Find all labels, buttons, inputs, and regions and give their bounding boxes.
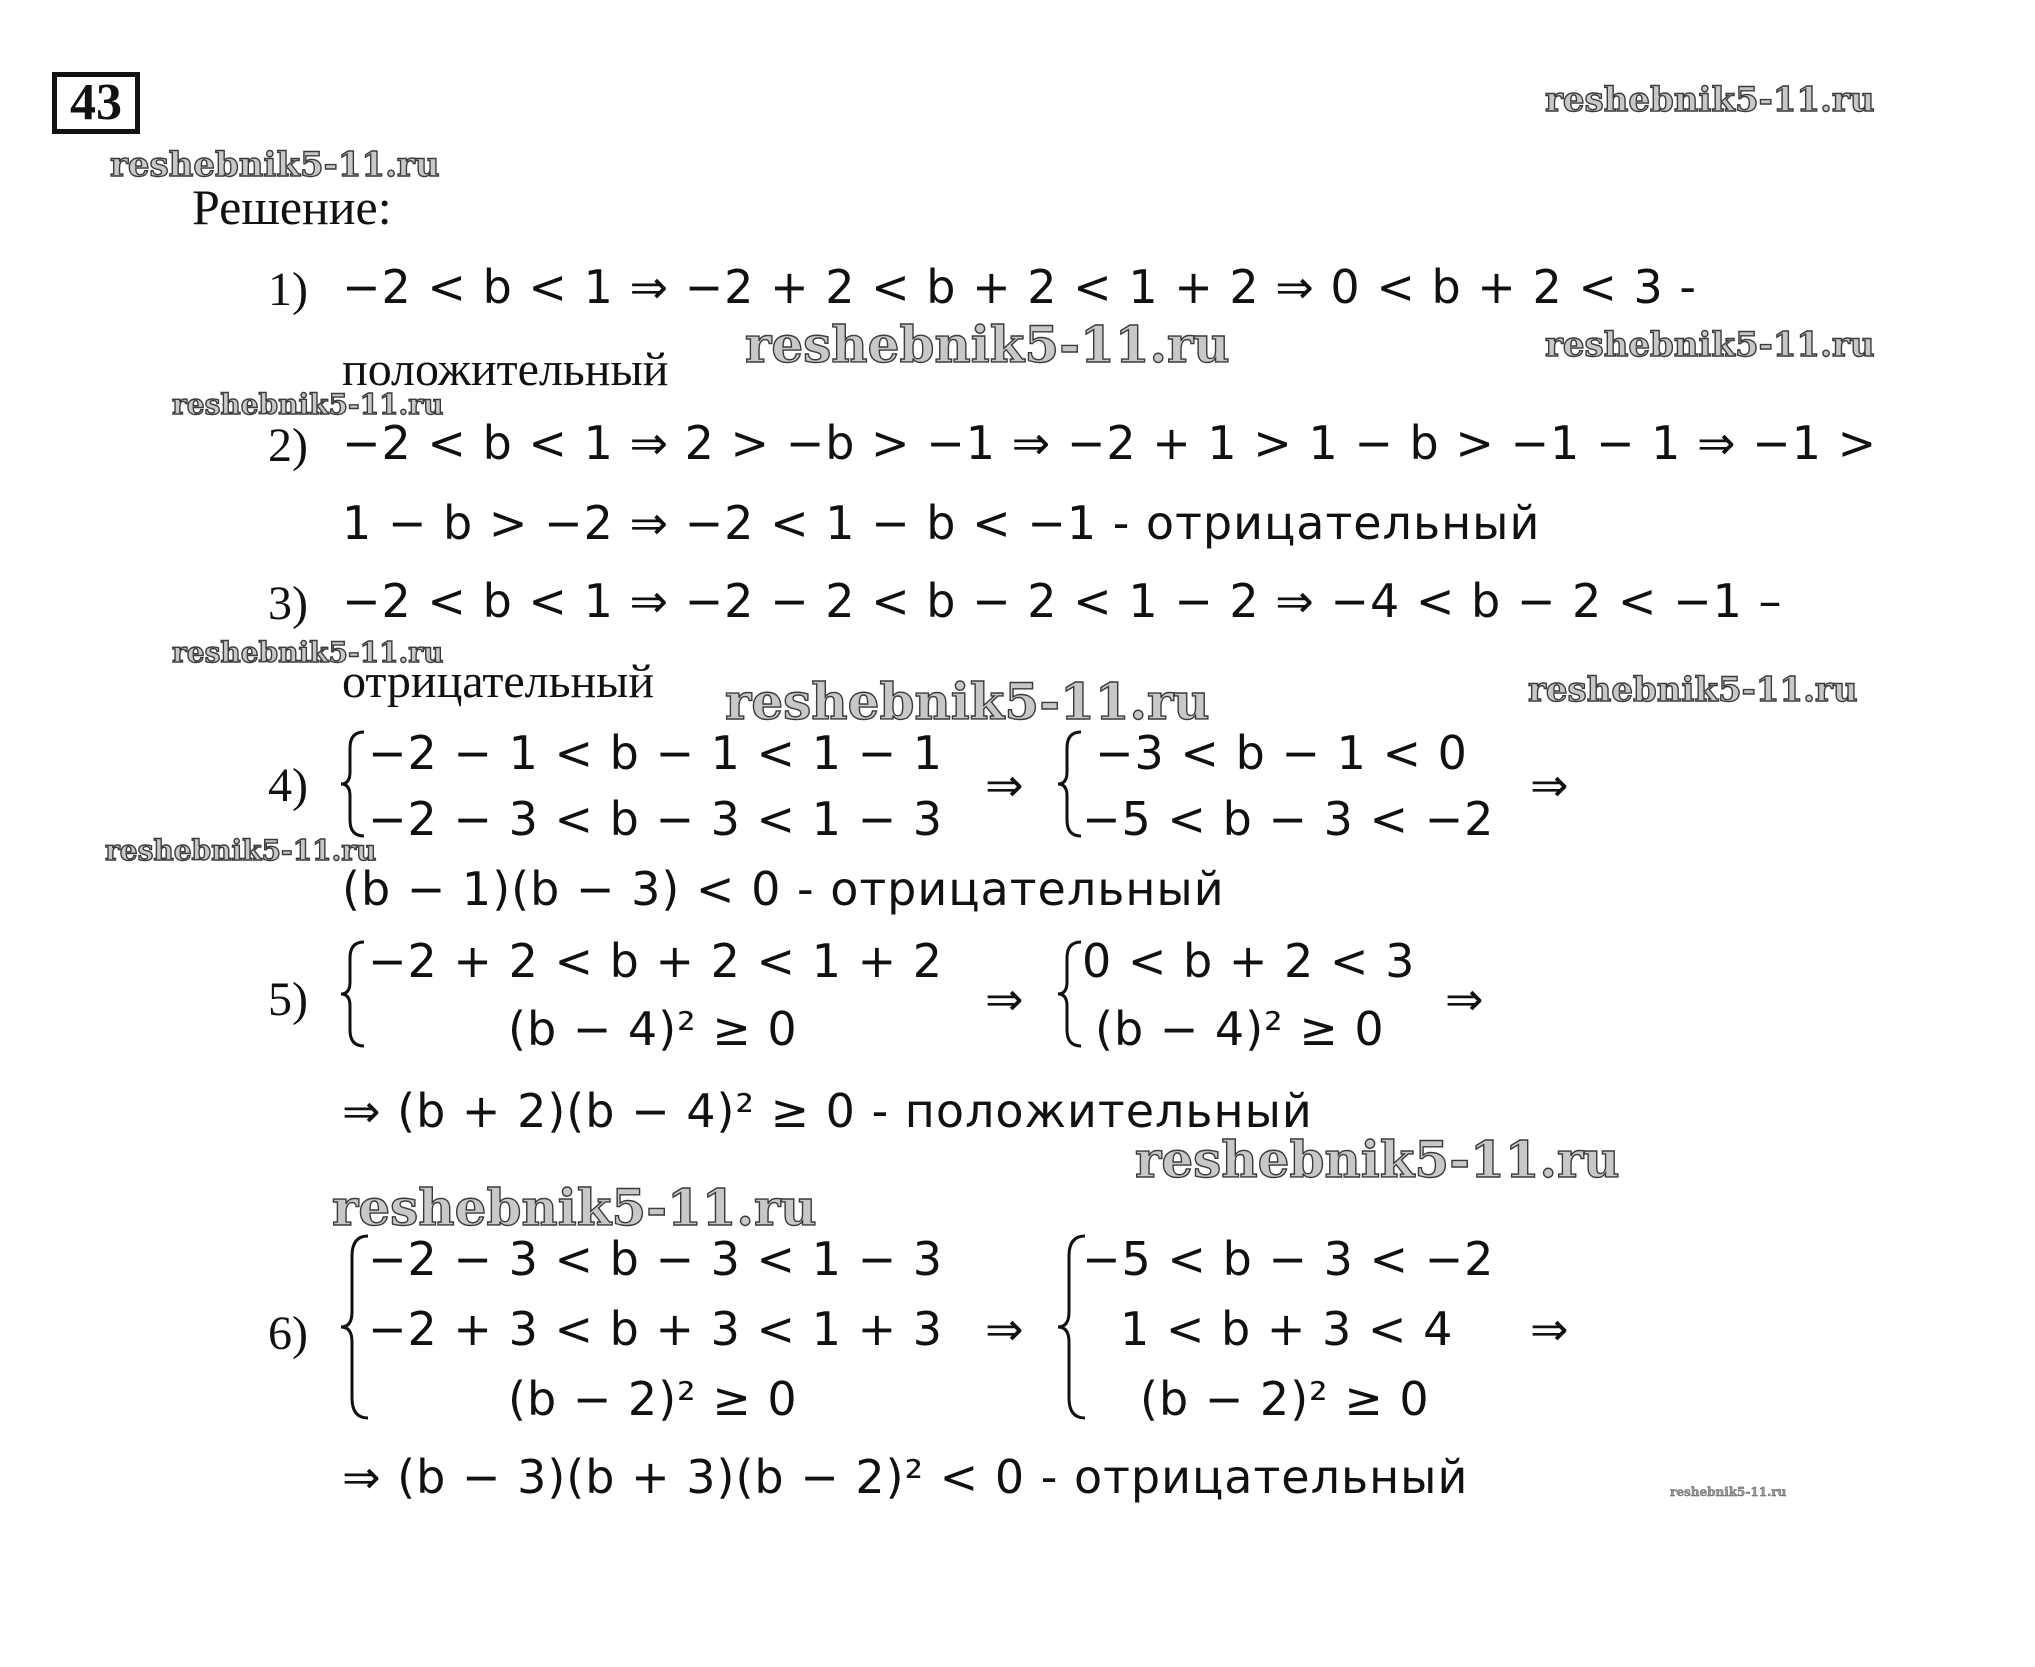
item-3-label: 3) bbox=[268, 577, 308, 630]
item-4-right-eq-2: −5 < b − 3 < −2 bbox=[1082, 792, 1495, 846]
item-5-conclusion: ⇒ (b + 2)(b − 4)² ≥ 0 - положительный bbox=[342, 1084, 1313, 1138]
item-1-label: 1) bbox=[268, 263, 308, 316]
item-6-right-eq-1: −5 < b − 3 < −2 bbox=[1082, 1232, 1495, 1286]
watermark: reshebnik5-11.ru bbox=[172, 636, 444, 669]
item-4-left-eq-1: −2 − 1 < b − 1 < 1 − 1 bbox=[368, 726, 944, 780]
item-6-right-eq-2: 1 < b + 3 < 4 bbox=[1120, 1302, 1454, 1356]
item-5-implies-after: ⇒ bbox=[1445, 972, 1485, 1026]
item-2-line1: −2 < b < 1 ⇒ 2 > −b > −1 ⇒ −2 + 1 > 1 − b > −1 − 1 ⇒ −1 > bbox=[342, 416, 1878, 470]
item-6-label: 6) bbox=[268, 1307, 308, 1360]
item-6-left-eq-3: (b − 2)² ≥ 0 bbox=[508, 1372, 798, 1426]
item-4-conclusion: (b − 1)(b − 3) < 0 - отрицательный bbox=[342, 862, 1225, 916]
item-6-implies: ⇒ bbox=[985, 1302, 1025, 1356]
item-6-implies-after: ⇒ bbox=[1530, 1302, 1570, 1356]
item-5-left-brace bbox=[338, 938, 368, 1050]
item-5-left-eq-2: (b − 4)² ≥ 0 bbox=[508, 1002, 798, 1056]
item-3-line2: отрицательный bbox=[342, 655, 655, 708]
item-4-label: 4) bbox=[268, 759, 308, 812]
item-5-left-eq-1: −2 + 2 < b + 2 < 1 + 2 bbox=[368, 934, 944, 988]
item-4-implies-after: ⇒ bbox=[1530, 758, 1570, 812]
watermark: reshebnik5-11.ru bbox=[1670, 1485, 1787, 1499]
item-2-label: 2) bbox=[268, 419, 308, 472]
watermark: reshebnik5-11.ru bbox=[1545, 325, 1875, 365]
watermark: reshebnik5-11.ru bbox=[1528, 670, 1858, 710]
watermark: reshebnik5-11.ru bbox=[745, 315, 1230, 374]
watermark: reshebnik5-11.ru bbox=[105, 834, 377, 867]
item-6-left-eq-2: −2 + 3 < b + 3 < 1 + 3 bbox=[368, 1302, 944, 1356]
item-4-right-eq-1: −3 < b − 1 < 0 bbox=[1095, 726, 1468, 780]
watermark: reshebnik5-11.ru bbox=[1135, 1130, 1620, 1189]
item-5-right-eq-1: 0 < b + 2 < 3 bbox=[1082, 934, 1416, 988]
item-5-label: 5) bbox=[268, 973, 308, 1026]
item-5-implies: ⇒ bbox=[985, 972, 1025, 1026]
problem-number: 43 bbox=[52, 72, 140, 134]
item-1-line1: −2 < b < 1 ⇒ −2 + 2 < b + 2 < 1 + 2 ⇒ 0 < b + 2 < 3 - bbox=[342, 260, 1698, 314]
watermark: reshebnik5-11.ru bbox=[110, 145, 440, 185]
item-4-right-brace bbox=[1055, 728, 1085, 840]
watermark: reshebnik5-11.ru bbox=[725, 672, 1210, 731]
item-6-left-brace bbox=[338, 1232, 372, 1422]
item-6-conclusion: ⇒ (b − 3)(b + 3)(b − 2)² < 0 - отрицательный bbox=[342, 1450, 1469, 1504]
item-1-line2: положительный bbox=[342, 343, 669, 396]
item-5-right-brace bbox=[1055, 938, 1085, 1050]
item-4-left-eq-2: −2 − 3 < b − 3 < 1 − 3 bbox=[368, 792, 944, 846]
watermark: reshebnik5-11.ru bbox=[332, 1178, 817, 1237]
item-5-right-eq-2: (b − 4)² ≥ 0 bbox=[1095, 1002, 1385, 1056]
item-4-left-brace bbox=[338, 728, 368, 840]
watermark: reshebnik5-11.ru bbox=[1545, 80, 1875, 120]
solution-heading: Решение: bbox=[192, 179, 392, 235]
item-3-line1: −2 < b < 1 ⇒ −2 − 2 < b − 2 < 1 − 2 ⇒ −4 < b − 2 < −1 – bbox=[342, 574, 1783, 628]
watermark: reshebnik5-11.ru bbox=[172, 388, 444, 421]
item-6-left-eq-1: −2 − 3 < b − 3 < 1 − 3 bbox=[368, 1232, 944, 1286]
item-4-implies: ⇒ bbox=[985, 758, 1025, 812]
item-2-line2: 1 − b > −2 ⇒ −2 < 1 − b < −1 - отрицательный bbox=[342, 496, 1541, 550]
item-6-right-eq-3: (b − 2)² ≥ 0 bbox=[1140, 1372, 1430, 1426]
